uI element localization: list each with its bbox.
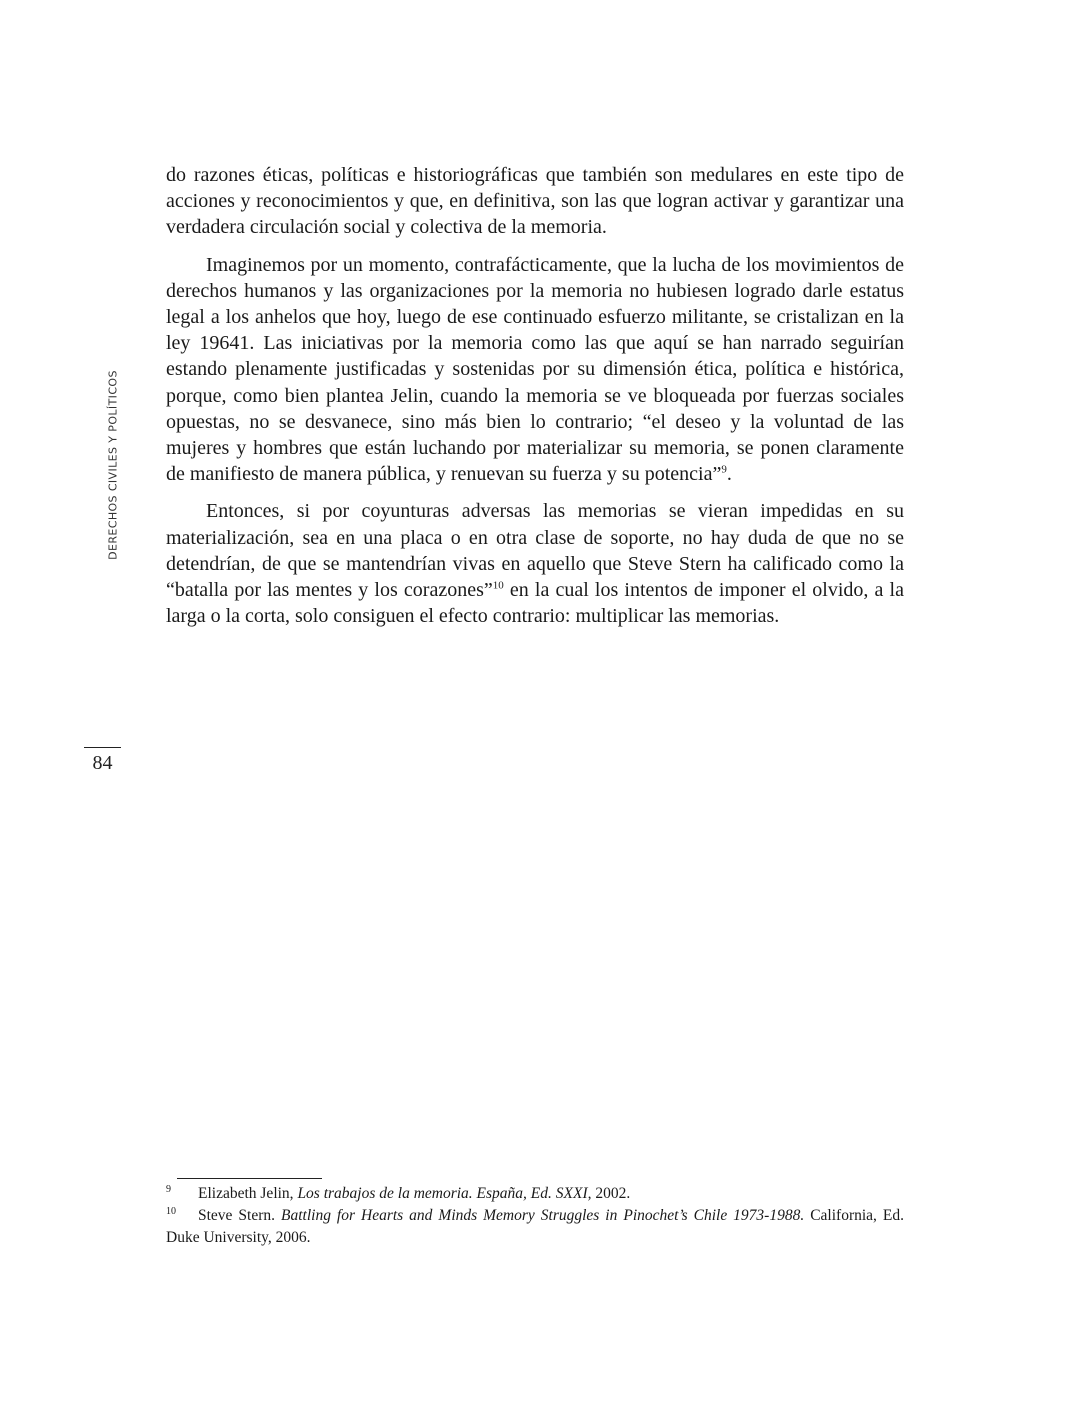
footnote-title: Los trabajos de la memoria. España, Ed. SXXI, — [297, 1185, 592, 1202]
footnote-author: Elizabeth Jelin, — [198, 1185, 298, 1202]
paragraph-text: Imaginemos por un momento, contrafácticamente, que la lucha de los movimientos de derechos humanos y las organizaciones por la memoria no hubiesen logrado darle estatus legal a los anhelos que hoy, luego de ese continuado esfuerzo militante, se cristalizan en la ley 19641. Las iniciativas por la memoria como las que aquí se han narrado seguirían estando plenamente justificadas y sostenidas por su dimensión ética, política e histórica, porque, como bien plantea Jelin, cuando la memoria se ve bloqueada por fuerzas sociales opuestas, no se desvanece, sino más bien lo contrario; “el deseo y la voluntad de las mujeres y hombres que están luchando por materializar su memoria, se ponen claramente de manifiesto de manera pública, y renuevan su fuerza y su potencia” — [166, 253, 904, 486]
paragraph-tail: en la cual los intentos de imponer el olvido, a la larga o la corta, solo consiguen el efecto contrario: multiplicar las memorias. — [166, 579, 904, 628]
footnote-ref-10[interactable]: 10 — [492, 579, 504, 592]
footnote-number: 9 — [166, 1184, 171, 1195]
paragraph-text: do razones éticas, políticas e historiográficas que también son medulares en este tipo de acciones y reconocimientos y que, en definitiva, son las que logran activar y garantizar una verdadera circulación social y colectiva de la memoria. — [166, 164, 904, 239]
footnote-rest: 2002. — [591, 1185, 631, 1202]
footnote-author: Steve Stern. — [198, 1207, 281, 1224]
paragraph-2 — [166, 252, 904, 488]
page-number-rule — [84, 747, 121, 748]
running-head: DERECHOS CIVILES Y POLÍTICOS — [106, 370, 120, 560]
footnote-ref-9[interactable]: 9 — [721, 463, 727, 476]
paragraph-tail: . — [726, 463, 732, 486]
footnote-number: 10 — [166, 1206, 176, 1217]
footnotes — [166, 1183, 904, 1249]
footnote-rest: California, Ed. Duke University, 2006. — [166, 1207, 905, 1246]
paragraph-text: Entonces, si por coyunturas adversas las memorias se vieran impedidas en su materialización, sea en una placa o en otra clase de soporte, no hay duda de que no se detendrían, de que se mantendrían vivas en aquello que Steve Stern ha calificado como la “batalla por las mentes y los corazones” — [166, 500, 904, 602]
paragraph-1 — [166, 162, 904, 241]
footnote-title: Battling for Hearts and Minds Memory Struggles in Pinochet’s Chile 1973-1988. — [281, 1207, 805, 1224]
footnote-10 — [166, 1205, 904, 1249]
body-text — [166, 162, 904, 640]
footnote-9 — [166, 1183, 904, 1205]
paragraph-3 — [166, 498, 904, 629]
footnote-separator — [177, 1178, 322, 1179]
page-number: 84 — [92, 752, 113, 774]
